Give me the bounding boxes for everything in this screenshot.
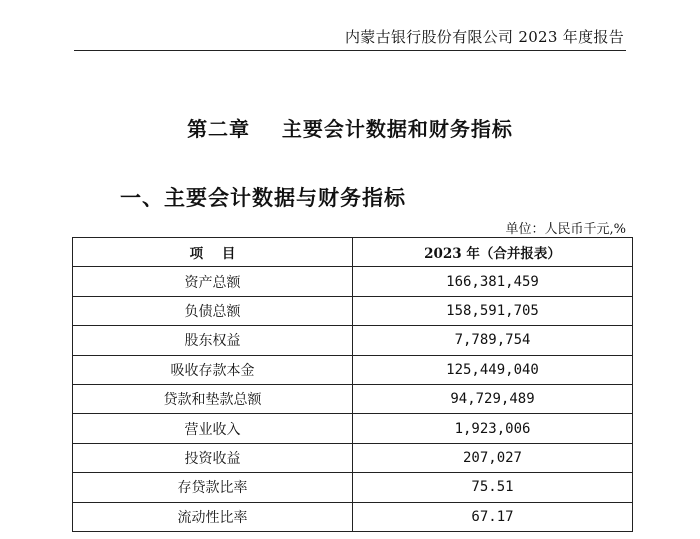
table-row: [73, 502, 633, 531]
row-item-label: 资产总额: [73, 267, 353, 296]
row-item-label: 投资收益: [73, 443, 353, 472]
column-header-value: 2023 年（合并报表）: [353, 238, 633, 267]
unit-note: 单位：人民币千元,%: [505, 222, 626, 237]
row-value: 158,591,705: [353, 296, 633, 325]
row-item-label: 营业收入: [73, 414, 353, 443]
row-item-label: 流动性比率: [73, 502, 353, 531]
row-value: 67.17: [353, 502, 633, 531]
header-divider: [74, 50, 626, 51]
running-header: 内蒙古银行股份有限公司 2023 年度报告: [344, 28, 624, 46]
row-item-label: 存贷款比率: [73, 473, 353, 502]
column-header-item: 项 目: [73, 238, 353, 267]
row-item-label: 贷款和垫款总额: [73, 384, 353, 413]
table-header-row: [73, 238, 633, 267]
row-value: 1,923,006: [353, 414, 633, 443]
table-row: [73, 296, 633, 325]
row-item-label: 负债总额: [73, 296, 353, 325]
table-row: [73, 355, 633, 384]
row-value: 75.51: [353, 473, 633, 502]
table-row: [73, 473, 633, 502]
row-value: 125,449,040: [353, 355, 633, 384]
row-item-label: 股东权益: [73, 326, 353, 355]
table-row: [73, 267, 633, 296]
row-item-label: 吸收存款本金: [73, 355, 353, 384]
row-value: 7,789,754: [353, 326, 633, 355]
row-value: 94,729,489: [353, 384, 633, 413]
section-title: 一、主要会计数据与财务指标: [120, 185, 406, 210]
financial-indicators-table: [72, 237, 633, 532]
chapter-title: 第二章 主要会计数据和财务指标: [187, 117, 513, 141]
table-row: [73, 384, 633, 413]
row-value: 207,027: [353, 443, 633, 472]
table-row: [73, 326, 633, 355]
table-row: [73, 443, 633, 472]
table-body: [73, 267, 633, 532]
row-value: 166,381,459: [353, 267, 633, 296]
table-row: [73, 414, 633, 443]
